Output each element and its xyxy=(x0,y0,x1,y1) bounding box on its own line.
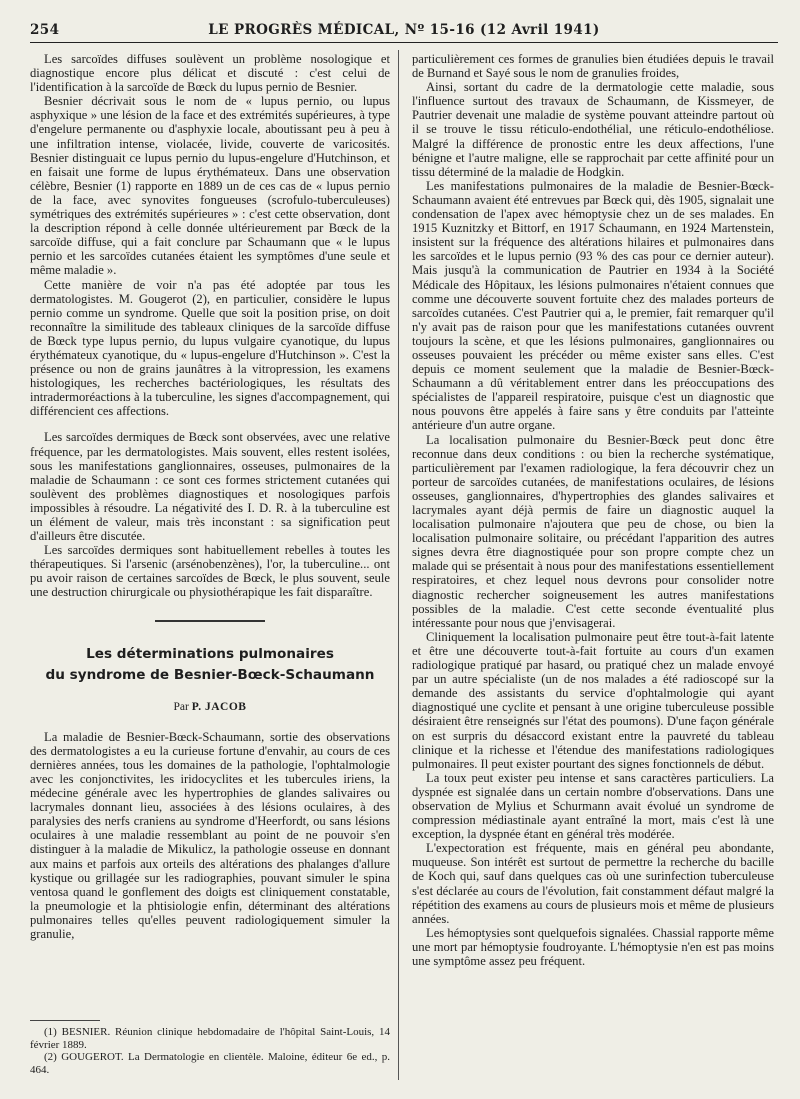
footnote: (1) BESNIER. Réunion clinique hebdomadaire de l'hôpital Saint-Louis, 14 février 1889. xyxy=(30,1026,390,1051)
left-column xyxy=(30,52,390,941)
paragraph: Les sarcoïdes diffuses soulèvent un problème nosologique et diagnostique encore plus délicat et discuté : c'est celui de l'identification à la sarcoïde de Bœck du lupus pernio de Besnier. xyxy=(30,52,390,95)
paragraph: Les manifestations pulmonaires de la maladie de Besnier-Bœck-Schaumann avaient été entrevues par Bœck qui, dès 1905, signalait une condensation de l'apex avec hémoptysie chez un de ses malades. En 1915 Kuznitzky et Bittorf, en 1917 Schaumann, en 1924 Martenstein, insistent sur la fréquence des altérations hilaires et pulmonaires dans les sarcoïdes et le lupus pernio (93 % des cas pour ce dernier auteur). Mais jusqu'à la communication de Pautrier en 1934 à la Société Médicale des Hôpitaux, les lésions pulmonaires n'étaient connues que comme une découverte souvent fortuite chez des malades porteurs de sarcoïdes cutanées. C'est Pautrier qui a, le premier, fait remarquer qu'il n'y avait pas de raison pour que les manifestations cutanées ouvrent toujours la scène, et que les lésions pulmonaires, ganglionnaires ou osseuses pouvaient les précéder ou même exister sans elles. C'est depuis ce moment seulement que la maladie de Besnier-Bœck-Schaumann a dû véritablement entrer dans les préoccupations des spécialistes de l'appareil respiratoire, puisque c'est un diagnostic que nous pouvons être appelés à faire sans y être conduits par l'atteinte antérieure d'un autre organe. xyxy=(412,178,774,433)
journal-title: LE PROGRÈS MÉDICAL, Nº 15-16 (12 Avril 1941) xyxy=(208,22,600,38)
paragraph: Cette manière de voir n'a pas été adoptée par tous les dermatologistes. M. Gougerot (2), en particulier, considère le lupus pernio comme un syndrome. Quelle que soit la position prise, on doit reconnaître la similitude des tableaux cliniques de la sarcoïde diffuse de Bœck type lupus pernio, du lupus vulgaire cyanotique, du lupus érythémateux cyanotique, du « lupus-engelure d'Hutchinson ». C'est la présence ou non de grains jaunâtres à la vitropression, les examens histologiques, les recherches bactériologiques, les résultats des intradermoréactions à la tuberculine, les signes d'accompagnement, qui différencient ces affections. xyxy=(30,277,390,419)
article-title-line: Les déterminations pulmonaires xyxy=(86,645,334,662)
column-divider xyxy=(398,50,399,1080)
byline xyxy=(30,700,390,714)
paragraph: La localisation pulmonaire du Besnier-Bœck peut donc être reconnue dans deux conditions : ou bien la recherche systématique, particulièrement par l'examen radiologique, la fera découvrir chez un porteur de sarcoïdes cutanées, de manifestations oculaires, de lésions osseuses, ganglionnaires, d'hypertrophies des glandes salivaires et lacrymales ayant déjà permis de faire un diagnostic auquel la localisation pulmonaire n'ajoutera que peu de chose, ou bien la localisation pulmonaire solitaire, ou précédant l'apparition des autres signes devra être diagnostiquée pour son propre compte chez un malade qui se présentait à nous pour des manifestations essentiellement respiratoires, et chez lequel nous devrons pour consolider notre diagnostic rechercher soigneusement les autres manifestations possibles de la maladie. C'est cette seconde éventualité plus intéressante pour nous que j'envisagerai. xyxy=(412,432,774,630)
page-number: 254 xyxy=(30,22,60,38)
footnotes xyxy=(30,1020,390,1076)
right-column xyxy=(412,52,774,968)
author-name: P. JACOB xyxy=(191,700,247,713)
footnote-rule xyxy=(30,1020,100,1021)
paragraph: Les sarcoïdes dermiques sont habituellement rebelles à toutes les thérapeutiques. Si l'arsenic (arsénobenzènes), l'or, la tuberculine... ont pu avoir raison de certaines sarcoïdes de Bœck, le plus souvent, seule une destruction chirurgicale ou physiothérapique les fait disparaître. xyxy=(30,543,390,600)
paragraph: Cliniquement la localisation pulmonaire peut être tout-à-fait latente et être une découverte tout-à-fait fortuite au cours d'un examen radiologique pratiqué par hasard, ou pratiqué chez un malade envoyé par un autre spécialiste (un de nos malades a été radioscopé sur la demande des assistants du service d'ophtalmologie qui ayant diagnostiqué une cyclite et pensant à une origine tuberculeuse possible désiraient être renseignés sur l'état des poumons). D'une façon générale on est surpris du désaccord existant entre la pauvreté du tableau clinique et la richesse et l'étendue des manifestations radiologiques pulmonaires. Il peut exister pourtant des signes fonctionnels de début. xyxy=(412,629,774,771)
paragraph: particulièrement ces formes de granulies bien étudiées depuis le travail de Burnand et Sayé sous le nom de granulies froides, xyxy=(412,52,774,81)
paragraph: Les hémoptysies sont quelquefois signalées. Chassial rapporte même une mort par hémoptysie foudroyante. L'hémoptysie n'en est pas moins une symptôme assez peu fréquent. xyxy=(412,925,774,968)
byline-prefix: Par xyxy=(173,700,189,713)
header-rule xyxy=(30,42,778,43)
section-separator xyxy=(155,620,265,622)
article-title xyxy=(30,644,390,686)
paragraph: La toux peut exister peu intense et sans caractères particuliers. La dyspnée est signalée dans un certain nombre d'observations. Dans une observation de Mylius et Schurmann avait évolué un syndrome de compression médiastinale ayant entraîné la mort, mais c'est là une exception, la dyspnée étant en général très modérée. xyxy=(412,770,774,842)
article-title-line: du syndrome de Besnier-Bœck-Schaumann xyxy=(45,666,375,683)
paragraph: Les sarcoïdes dermiques de Bœck sont observées, avec une relative fréquence, par les dermatologistes. Mais souvent, elles restent isolées, sous les manifestations ganglionnaires, osseuses, pulmonaires de la maladie de Schaumann : ce sont ces formes strictement cutanées qui soulèvent des problèmes diagnostiques et nosologiques parfois impossibles à résoudre. La négativité des I. D. R. à la tuberculine est un élément de valeur, mais très inconstant : sa signification peut d'ailleurs être discutée. xyxy=(30,430,390,544)
footnote: (2) GOUGEROT. La Dermatologie en clientèle. Maloine, éditeur 6e ed., p. 464. xyxy=(30,1051,390,1076)
paragraph: Besnier décrivait sous le nom de « lupus pernio, ou lupus asphyxique » une lésion de la face et des extrémités supérieures, à type d'engelure permanente ou d'asphyxie locale, aboutissant peu à peu à une infiltration intense, violacée, livide, couverte de varicosités. Besnier distinguait ce lupus pernio du lupus-engelure d'Hutchinson, et en faisait une forme de lupus érythémateux. Dans une observation célèbre, Besnier (1) rapporte en 1889 un de ces cas de « lupus pernio de la face, avec synovites fongueuses (scrofulo-tuberculeuses) symétriques des extrémités supérieures » : c'est cette observation, dont la description répond à celle donnée ultérieurement par Bœck de la sarcoïde diffuse, qui a fait conclure par Schaumann que « le lupus pernio et les sarcoïdes cutanées étaient les symptômes d'une seule et même maladie ». xyxy=(30,94,390,278)
paragraph: La maladie de Besnier-Bœck-Schaumann, sortie des observations des dermatologistes a eu la curieuse fortune d'envahir, au cours de ces dernières années, tous les domaines de la pathologie, l'ophtalmologie avec les conjonctivites, les iridocyclites et les tubercules iriens, la médecine générale avec les hypertrophies de glandes salivaires ou lacrymales donnant lieu, associées à des lésions oculaires, à des paralysies des nerfs craniens au syndrome d'Heerfordt, ou sans lésions oculaires à une maladie ressemblant au point de ne pouvoir s'en distinguer à la maladie de Mikulicz, la pathologie osseuse en donnant aux mains et parfois aux orteils des altérations des phalanges d'allure kystique ou grillagée sur les radiographies, pouvant simuler le spina ventosa quand le gonflement des doigts est cliniquement constatable, la pneumologie et la phtisiologie enfin, déterminant des altérations pulmonaires telles qu'elles peuvent radiologiquement simuler la granulie, xyxy=(30,729,390,941)
paragraph: L'expectoration est fréquente, mais en général peu abondante, muqueuse. Son intérêt est surtout de permettre la recherche du bacille de Koch qui, sauf dans quelques cas où une surinfection tuberculeuse s'est déclarée au cours de l'évolution, fait constamment défaut malgré la répétition des examens au cours de plusieurs mois et même de plusieurs années. xyxy=(412,841,774,926)
paragraph: Ainsi, sortant du cadre de la dermatologie cette maladie, sous l'influence surtout des travaux de Schaumann, de Kissmeyer, de Pautrier devenait une maladie de système pouvant atteindre partout où il se trouve le tissu réticulo-endothélial, une réticulo-endothéliose. Malgré la différence de pronostic entre les deux affections, l'une bénigne et l'autre maligne, elle se rapprochait par cette affinité pour un tissu déterminé de la maladie de Hodgkin. xyxy=(412,80,774,179)
